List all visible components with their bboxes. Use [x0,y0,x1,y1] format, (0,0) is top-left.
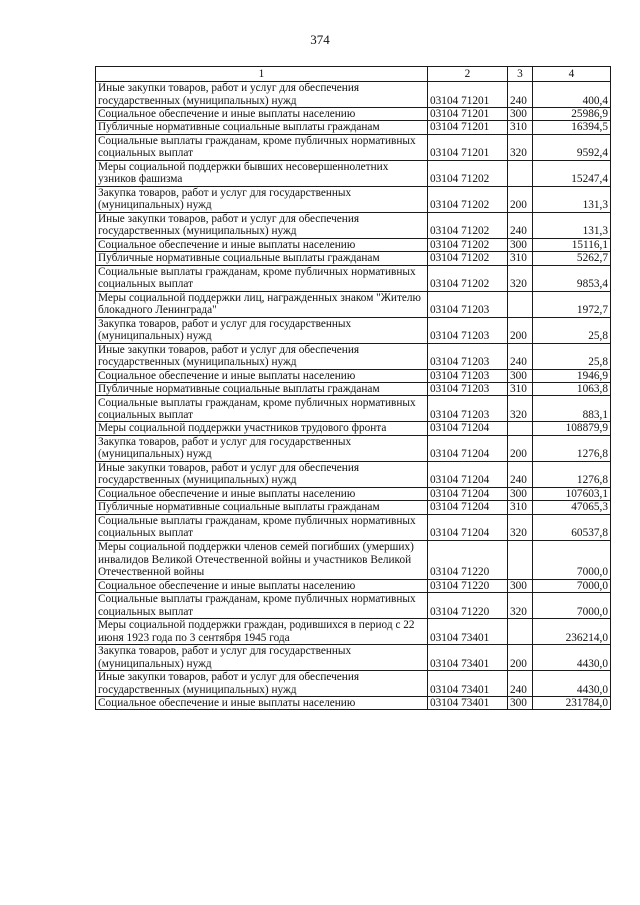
row-name-cell: Социальные выплаты гражданам, кроме публичных нормативных социальных выплат [96,593,428,619]
row-code-cell: 03104 71204 [428,435,508,461]
row-code-cell: 03104 73401 [428,645,508,671]
row-code-cell: 03104 71201 [428,121,508,134]
row-amount-cell: 400,4 [533,82,611,108]
table-row [96,160,611,186]
row-expense-type-cell: 240 [508,343,533,369]
row-code-cell: 03104 71202 [428,252,508,265]
row-code-cell: 03104 71201 [428,108,508,121]
row-code-cell: 03104 73401 [428,671,508,697]
row-amount-cell: 15247,4 [533,160,611,186]
table-row [96,108,611,121]
row-name-cell: Социальные выплаты гражданам, кроме публичных нормативных социальных выплат [96,134,428,160]
row-amount-cell: 1276,8 [533,435,611,461]
table-row [96,593,611,619]
row-name-cell: Меры социальной поддержки участников трудового фронта [96,422,428,435]
row-code-cell: 03104 71203 [428,343,508,369]
row-amount-cell: 9592,4 [533,134,611,160]
row-amount-cell: 5262,7 [533,252,611,265]
row-name-cell: Иные закупки товаров, работ и услуг для обеспечения государственных (муниципальных) нужд [96,212,428,238]
row-code-cell: 03104 71204 [428,501,508,514]
row-code-cell: 03104 71203 [428,369,508,382]
table-row [96,265,611,291]
row-code-cell: 03104 71201 [428,82,508,108]
row-code-cell: 03104 71204 [428,487,508,500]
row-amount-cell: 4430,0 [533,645,611,671]
row-code-cell: 03104 71202 [428,238,508,251]
row-name-cell: Закупка товаров, работ и услуг для государственных (муниципальных) нужд [96,317,428,343]
row-name-cell: Социальное обеспечение и иные выплаты населению [96,369,428,382]
row-expense-type-cell: 320 [508,134,533,160]
row-name-cell: Иные закупки товаров, работ и услуг для обеспечения государственных (муниципальных) нужд [96,671,428,697]
header-col-4: 4 [533,67,611,82]
row-expense-type-cell: 310 [508,383,533,396]
row-name-cell: Закупка товаров, работ и услуг для государственных (муниципальных) нужд [96,435,428,461]
row-amount-cell: 1946,9 [533,369,611,382]
row-amount-cell: 7000,0 [533,540,611,579]
row-amount-cell: 25986,9 [533,108,611,121]
table-row [96,383,611,396]
row-expense-type-cell: 320 [508,396,533,422]
table-row [96,317,611,343]
header-col-3: 3 [508,67,533,82]
row-amount-cell: 108879,9 [533,422,611,435]
row-name-cell: Меры социальной поддержки бывших несовершеннолетних узников фашизма [96,160,428,186]
row-expense-type-cell: 300 [508,238,533,251]
table-row [96,121,611,134]
row-expense-type-cell: 240 [508,212,533,238]
row-expense-type-cell [508,422,533,435]
row-expense-type-cell: 240 [508,82,533,108]
row-amount-cell: 4430,0 [533,671,611,697]
row-amount-cell: 9853,4 [533,265,611,291]
row-code-cell: 03104 71203 [428,383,508,396]
row-code-cell: 03104 71220 [428,540,508,579]
row-expense-type-cell [508,160,533,186]
row-expense-type-cell: 310 [508,121,533,134]
row-amount-cell: 7000,0 [533,593,611,619]
row-expense-type-cell: 310 [508,501,533,514]
row-code-cell: 03104 71220 [428,593,508,619]
table-row [96,461,611,487]
row-name-cell: Социальное обеспечение и иные выплаты населению [96,697,428,710]
row-name-cell: Иные закупки товаров, работ и услуг для обеспечения государственных (муниципальных) нужд [96,343,428,369]
table-row [96,645,611,671]
row-code-cell: 03104 71202 [428,265,508,291]
table-body [96,82,611,710]
row-name-cell: Меры социальной поддержки членов семей погибших (умерших) инвалидов Великой Отечественной войны и участников Великой Отечественной войны [96,540,428,579]
row-name-cell: Социальное обеспечение и иные выплаты населению [96,108,428,121]
row-code-cell: 03104 73401 [428,697,508,710]
row-expense-type-cell: 300 [508,697,533,710]
row-expense-type-cell: 300 [508,108,533,121]
row-name-cell: Публичные нормативные социальные выплаты гражданам [96,501,428,514]
table-row [96,238,611,251]
row-expense-type-cell: 320 [508,593,533,619]
header-col-2: 2 [428,67,508,82]
row-name-cell: Публичные нормативные социальные выплаты гражданам [96,121,428,134]
page-number: 374 [310,32,330,47]
row-amount-cell: 25,8 [533,343,611,369]
table-row [96,343,611,369]
row-name-cell: Социальное обеспечение и иные выплаты населению [96,487,428,500]
row-expense-type-cell [508,540,533,579]
row-expense-type-cell: 300 [508,369,533,382]
row-name-cell: Закупка товаров, работ и услуг для государственных (муниципальных) нужд [96,186,428,212]
row-name-cell: Социальные выплаты гражданам, кроме публичных нормативных социальных выплат [96,265,428,291]
table-row [96,82,611,108]
row-name-cell: Социальные выплаты гражданам, кроме публичных нормативных социальных выплат [96,396,428,422]
table-header-row [96,67,611,82]
row-code-cell: 03104 71203 [428,291,508,317]
row-name-cell: Меры социальной поддержки граждан, родившихся в период с 22 июня 1923 года по 3 сентября 1945 года [96,619,428,645]
row-expense-type-cell: 320 [508,514,533,540]
row-amount-cell: 47065,3 [533,501,611,514]
row-name-cell: Меры социальной поддержки лиц, награжденных знаком "Жителю блокадного Ленинграда" [96,291,428,317]
row-name-cell: Закупка товаров, работ и услуг для государственных (муниципальных) нужд [96,645,428,671]
row-code-cell: 03104 71203 [428,317,508,343]
row-amount-cell: 131,3 [533,186,611,212]
row-expense-type-cell: 300 [508,487,533,500]
row-expense-type-cell: 310 [508,252,533,265]
row-amount-cell: 883,1 [533,396,611,422]
table-row [96,619,611,645]
row-code-cell: 03104 71201 [428,134,508,160]
table-row [96,487,611,500]
row-amount-cell: 1972,7 [533,291,611,317]
table-row [96,697,611,710]
row-amount-cell: 25,8 [533,317,611,343]
row-amount-cell: 131,3 [533,212,611,238]
row-code-cell: 03104 71202 [428,212,508,238]
row-expense-type-cell: 320 [508,265,533,291]
row-code-cell: 03104 71202 [428,160,508,186]
table-row [96,396,611,422]
row-expense-type-cell: 200 [508,317,533,343]
row-name-cell: Публичные нормативные социальные выплаты гражданам [96,383,428,396]
row-expense-type-cell [508,619,533,645]
row-code-cell: 03104 71204 [428,422,508,435]
table-row [96,422,611,435]
row-code-cell: 03104 73401 [428,619,508,645]
row-expense-type-cell: 200 [508,186,533,212]
row-amount-cell: 107603,1 [533,487,611,500]
budget-table [95,66,611,710]
table-row [96,579,611,592]
row-amount-cell: 231784,0 [533,697,611,710]
row-code-cell: 03104 71202 [428,186,508,212]
row-amount-cell: 60537,8 [533,514,611,540]
row-name-cell: Иные закупки товаров, работ и услуг для обеспечения государственных (муниципальных) нужд [96,82,428,108]
table-row [96,514,611,540]
row-expense-type-cell: 240 [508,461,533,487]
row-code-cell: 03104 71204 [428,514,508,540]
table-row [96,134,611,160]
row-amount-cell: 16394,5 [533,121,611,134]
row-expense-type-cell: 200 [508,435,533,461]
row-code-cell: 03104 71220 [428,579,508,592]
row-expense-type-cell: 200 [508,645,533,671]
row-amount-cell: 7000,0 [533,579,611,592]
row-name-cell: Иные закупки товаров, работ и услуг для обеспечения государственных (муниципальных) нужд [96,461,428,487]
header-col-1: 1 [96,67,428,82]
row-name-cell: Социальное обеспечение и иные выплаты населению [96,238,428,251]
table-row [96,212,611,238]
row-amount-cell: 1276,8 [533,461,611,487]
row-code-cell: 03104 71203 [428,396,508,422]
row-expense-type-cell [508,291,533,317]
row-code-cell: 03104 71204 [428,461,508,487]
row-amount-cell: 1063,8 [533,383,611,396]
table-row [96,186,611,212]
table-row [96,435,611,461]
row-expense-type-cell: 240 [508,671,533,697]
table-row [96,671,611,697]
row-expense-type-cell: 300 [508,579,533,592]
table-row [96,252,611,265]
row-amount-cell: 15116,1 [533,238,611,251]
row-amount-cell: 236214,0 [533,619,611,645]
table-row [96,291,611,317]
table-row [96,501,611,514]
table-row [96,540,611,579]
row-name-cell: Публичные нормативные социальные выплаты гражданам [96,252,428,265]
row-name-cell: Социальное обеспечение и иные выплаты населению [96,579,428,592]
row-name-cell: Социальные выплаты гражданам, кроме публичных нормативных социальных выплат [96,514,428,540]
table-row [96,369,611,382]
